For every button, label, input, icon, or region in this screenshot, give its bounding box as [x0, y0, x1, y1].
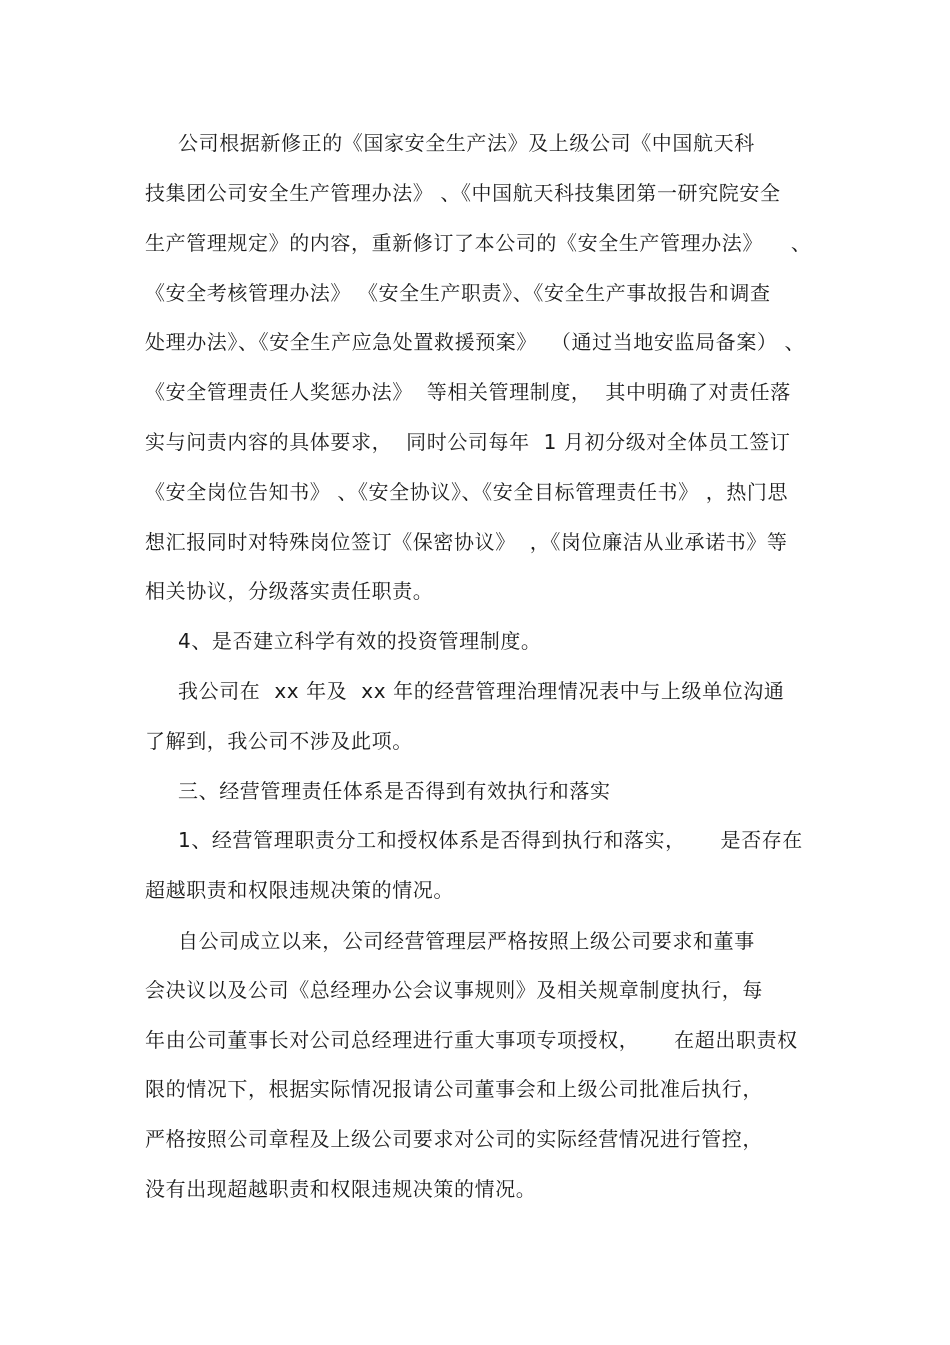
paragraph-line: 我公司在 xx 年及 xx 年的经营管理治理情况表中与上级单位沟通	[178, 679, 785, 703]
section-heading: 三、经营管理责任体系是否得到有效执行和落实	[178, 779, 611, 803]
section-item-heading: 超越职责和权限违规决策的情况。	[145, 878, 454, 902]
paragraph-line: 自公司成立以来，公司经营管理层严格按照上级公司要求和董事	[178, 929, 755, 953]
paragraph-line: 《安全管理责任人奖惩办法》 等相关管理制度， 其中明确了对责任落	[145, 380, 791, 404]
paragraph-line: 没有出现超越职责和权限违规决策的情况。	[145, 1177, 537, 1201]
paragraph-line: 公司根据新修正的《国家安全生产法》及上级公司《中国航天科	[178, 131, 755, 155]
paragraph-line: 《安全考核管理办法》 《安全生产职责》、《安全生产事故报告和调查	[145, 281, 771, 305]
paragraph-line: 处理办法》、《安全生产应急处置救援预案》 （通过当地安监局备案） 、	[145, 330, 806, 354]
section-item-heading: 1、经营管理职责分工和授权体系是否得到执行和落实， 是否存在	[178, 828, 803, 852]
paragraph-line: 会决议以及公司《总经理办公会议事规则》及相关规章制度执行，每	[145, 978, 763, 1002]
paragraph-line: 技集团公司安全生产管理办法》 、《中国航天科技集团第一研究院安全	[145, 181, 781, 205]
paragraph-line: 了解到，我公司不涉及此项。	[145, 729, 413, 753]
section-item-heading: 4、是否建立科学有效的投资管理制度。	[178, 629, 542, 653]
paragraph-line: 年由公司董事长对公司总经理进行重大事项专项授权， 在超出职责权	[145, 1028, 798, 1052]
paragraph-line: 实与问责内容的具体要求， 同时公司每年 1 月初分级对全体员工签订	[145, 430, 791, 454]
paragraph-line: 严格按照公司章程及上级公司要求对公司的实际经营情况进行管控，	[145, 1127, 763, 1151]
paragraph-line: 限的情况下，根据实际情况报请公司董事会和上级公司批准后执行，	[145, 1077, 763, 1101]
paragraph-line: 相关协议，分级落实责任职责。	[145, 579, 434, 603]
paragraph-line: 生产管理规定》的内容，重新修订了本公司的《安全生产管理办法》 、	[145, 231, 812, 255]
paragraph-line: 想汇报同时对特殊岗位签订《保密协议》 ，《岗位廉洁从业承诺书》等	[145, 530, 788, 554]
paragraph-line: 《安全岗位告知书》 、《安全协议》、《安全目标管理责任书》 ，热门思	[145, 480, 789, 504]
